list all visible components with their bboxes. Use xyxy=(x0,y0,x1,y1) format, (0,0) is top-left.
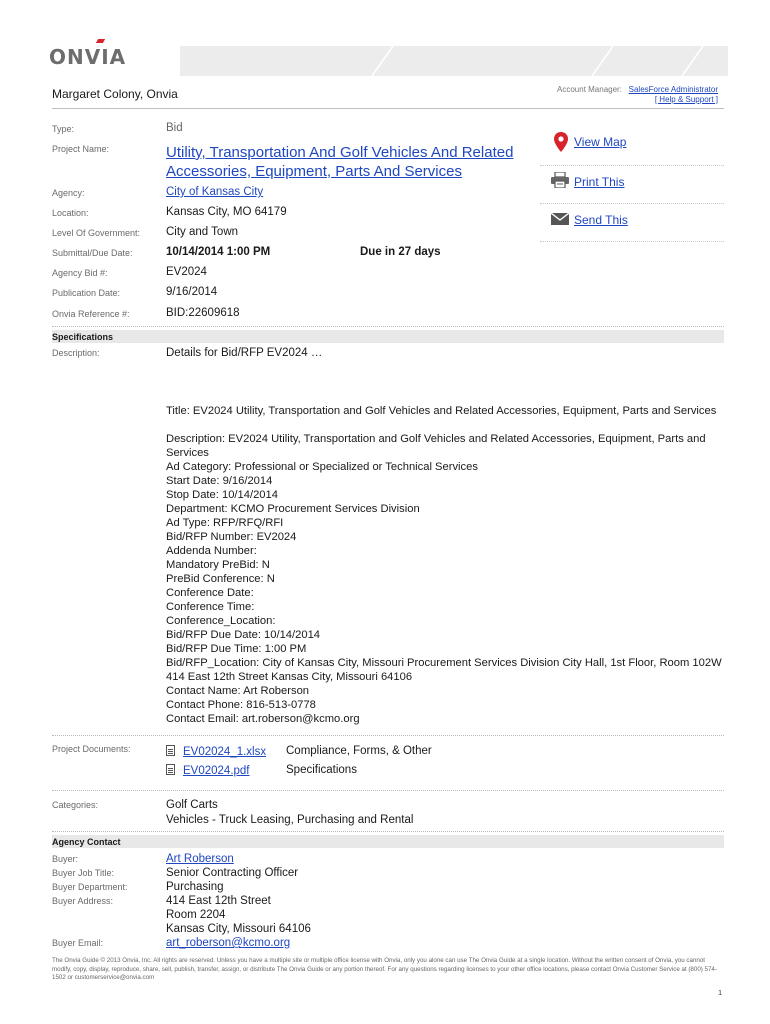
divider xyxy=(52,326,724,327)
onvia-logo xyxy=(49,45,126,69)
header-bar xyxy=(180,46,728,76)
agency-bid-label: Agency Bid #: xyxy=(52,268,108,278)
document-icon xyxy=(166,764,175,775)
send-action[interactable] xyxy=(540,204,724,242)
buyer-email-label: Buyer Email: xyxy=(52,938,104,948)
view-map-action[interactable] xyxy=(540,128,724,166)
document-row xyxy=(166,764,250,777)
send-link[interactable]: Send This xyxy=(574,213,628,227)
due-date-label: Submittal/Due Date: xyxy=(52,248,133,258)
buyer-department-label: Buyer Department: xyxy=(52,882,128,892)
divider xyxy=(52,790,724,791)
account-manager xyxy=(557,85,718,105)
agency-bid-value: EV2024 xyxy=(166,266,207,278)
categories-label: Categories: xyxy=(52,800,99,810)
buyer-department-value: Purchasing xyxy=(166,881,224,893)
logo-accent xyxy=(96,39,105,43)
document-description: Specifications xyxy=(286,764,357,776)
project-documents-label: Project Documents: xyxy=(52,744,131,754)
agency-link[interactable]: City of Kansas City xyxy=(166,186,264,198)
map-pin-icon xyxy=(553,132,569,152)
onvia-reference-label: Onvia Reference #: xyxy=(52,309,130,319)
buyer-address-line: Kansas City, Missouri 64106 xyxy=(166,923,311,935)
buyer-job-title-label: Buyer Job Title: xyxy=(52,868,115,878)
view-map-link[interactable]: View Map xyxy=(574,135,627,149)
document-row xyxy=(166,745,266,758)
buyer-job-title-value: Senior Contracting Officer xyxy=(166,867,299,879)
description-body: Description: EV2024 Utility, Transportation and Golf Vehicles and Related Accessories, Equipment, Parts and Services Ad Category: Professional or Specialized or Technical Services Start Date: 9/16/2014 Stop Date: 10/14/2014 Department: KCMO Procurement Services Division Ad Type: RFP/RFQ/RFI Bid/RFP Number: EV2024 Addenda Number: Mandatory PreBid: N PreBid Conference: N Conference Date: Conference Time: Conference_Location: Bid/RFP Due Date: 10/14/2014 Bid/RFP Due Time: 1:00 PM Bid/RFP_Location: City of Kansas City, Missouri Procurement Services Division City Hall, 1st Floor, Room 102W 414 East 12th Street Kansas City, Missouri 64106 Contact Name: Art Roberson Contact Phone: 816-513-0778 Contact Email: art.roberson@kcmo.org xyxy=(166,433,722,725)
type-value: Bid xyxy=(166,122,183,134)
specifications-heading: Specifications xyxy=(52,330,724,343)
header-divider xyxy=(52,108,724,109)
type-label: Type: xyxy=(52,124,75,134)
buyer-address-label: Buyer Address: xyxy=(52,896,114,906)
document-link[interactable]: EV02024.pdf xyxy=(183,765,250,777)
page-number: 1 xyxy=(718,990,722,997)
account-manager-link[interactable]: SalesForce Administrator xyxy=(628,85,718,94)
document-icon xyxy=(166,745,175,756)
description-summary: Details for Bid/RFP EV2024 … xyxy=(166,347,323,359)
buyer-address-line: Room 2204 xyxy=(166,909,226,921)
document-link[interactable]: EV02024_1.xlsx xyxy=(183,746,267,758)
buyer-email-link[interactable]: art_roberson@kcmo.org xyxy=(166,937,291,949)
buyer-address-line: 414 East 12th Street xyxy=(166,895,271,907)
level-value: City and Town xyxy=(166,226,239,238)
agency-contact-heading: Agency Contact xyxy=(52,835,724,848)
publication-date-label: Publication Date: xyxy=(52,288,121,298)
description-title-line: Title: EV2024 Utility, Transportation and Golf Vehicles and Related Accessories, Equipment, Parts and Services xyxy=(166,405,717,417)
location-label: Location: xyxy=(52,208,89,218)
buyer-label: Buyer: xyxy=(52,854,79,864)
onvia-reference-value: BID:22609618 xyxy=(166,307,240,319)
agency-label: Agency: xyxy=(52,188,85,198)
legal-footer: The Onvia Guide © 2013 Onvia, Inc. All rights are reserved. Unless you have a multiple site or multiple office license with Onvia, only you alone can use The Onvia Guide at a single location. Without the written consent of Onvia, you cannot modify, copy, display, reproduce, share, sell, publish, transfer, assign, or distribute The Onvia Guide or any portion thereof. For any questions regarding licenses to your other office locations, please contact Onvia Customer Service at (800) 574-1502 or customerservice@onvia.com xyxy=(52,957,717,981)
envelope-icon xyxy=(551,213,569,225)
project-name-label: Project Name: xyxy=(52,144,110,154)
divider xyxy=(52,831,724,832)
buyer-link[interactable]: Art Roberson xyxy=(166,853,234,865)
project-name-link[interactable]: Utility, Transportation And Golf Vehicles And Related Accessories, Equipment, Parts And Services xyxy=(166,144,514,180)
category-item: Golf Carts xyxy=(166,799,218,811)
account-manager-label: Account Manager: xyxy=(557,85,622,94)
divider xyxy=(52,735,724,736)
due-date-value: 10/14/2014 1:00 PM xyxy=(166,246,271,258)
print-link[interactable]: Print This xyxy=(574,175,625,189)
client-name: Margaret Colony, Onvia xyxy=(52,87,178,101)
description-label: Description: xyxy=(52,348,100,358)
publication-date-value: 9/16/2014 xyxy=(166,286,218,298)
due-in-value: Due in 27 days xyxy=(360,246,441,258)
logo-text: ONVIA xyxy=(49,45,127,69)
category-item: Vehicles - Truck Leasing, Purchasing and Rental xyxy=(166,814,414,826)
location-value: Kansas City, MO 64179 xyxy=(166,206,287,218)
printer-icon xyxy=(550,172,570,188)
level-label: Level Of Government: xyxy=(52,228,141,238)
help-support-link[interactable]: [ Help & Support ] xyxy=(654,95,718,104)
print-action[interactable] xyxy=(540,166,724,204)
document-description: Compliance, Forms, & Other xyxy=(286,745,432,757)
